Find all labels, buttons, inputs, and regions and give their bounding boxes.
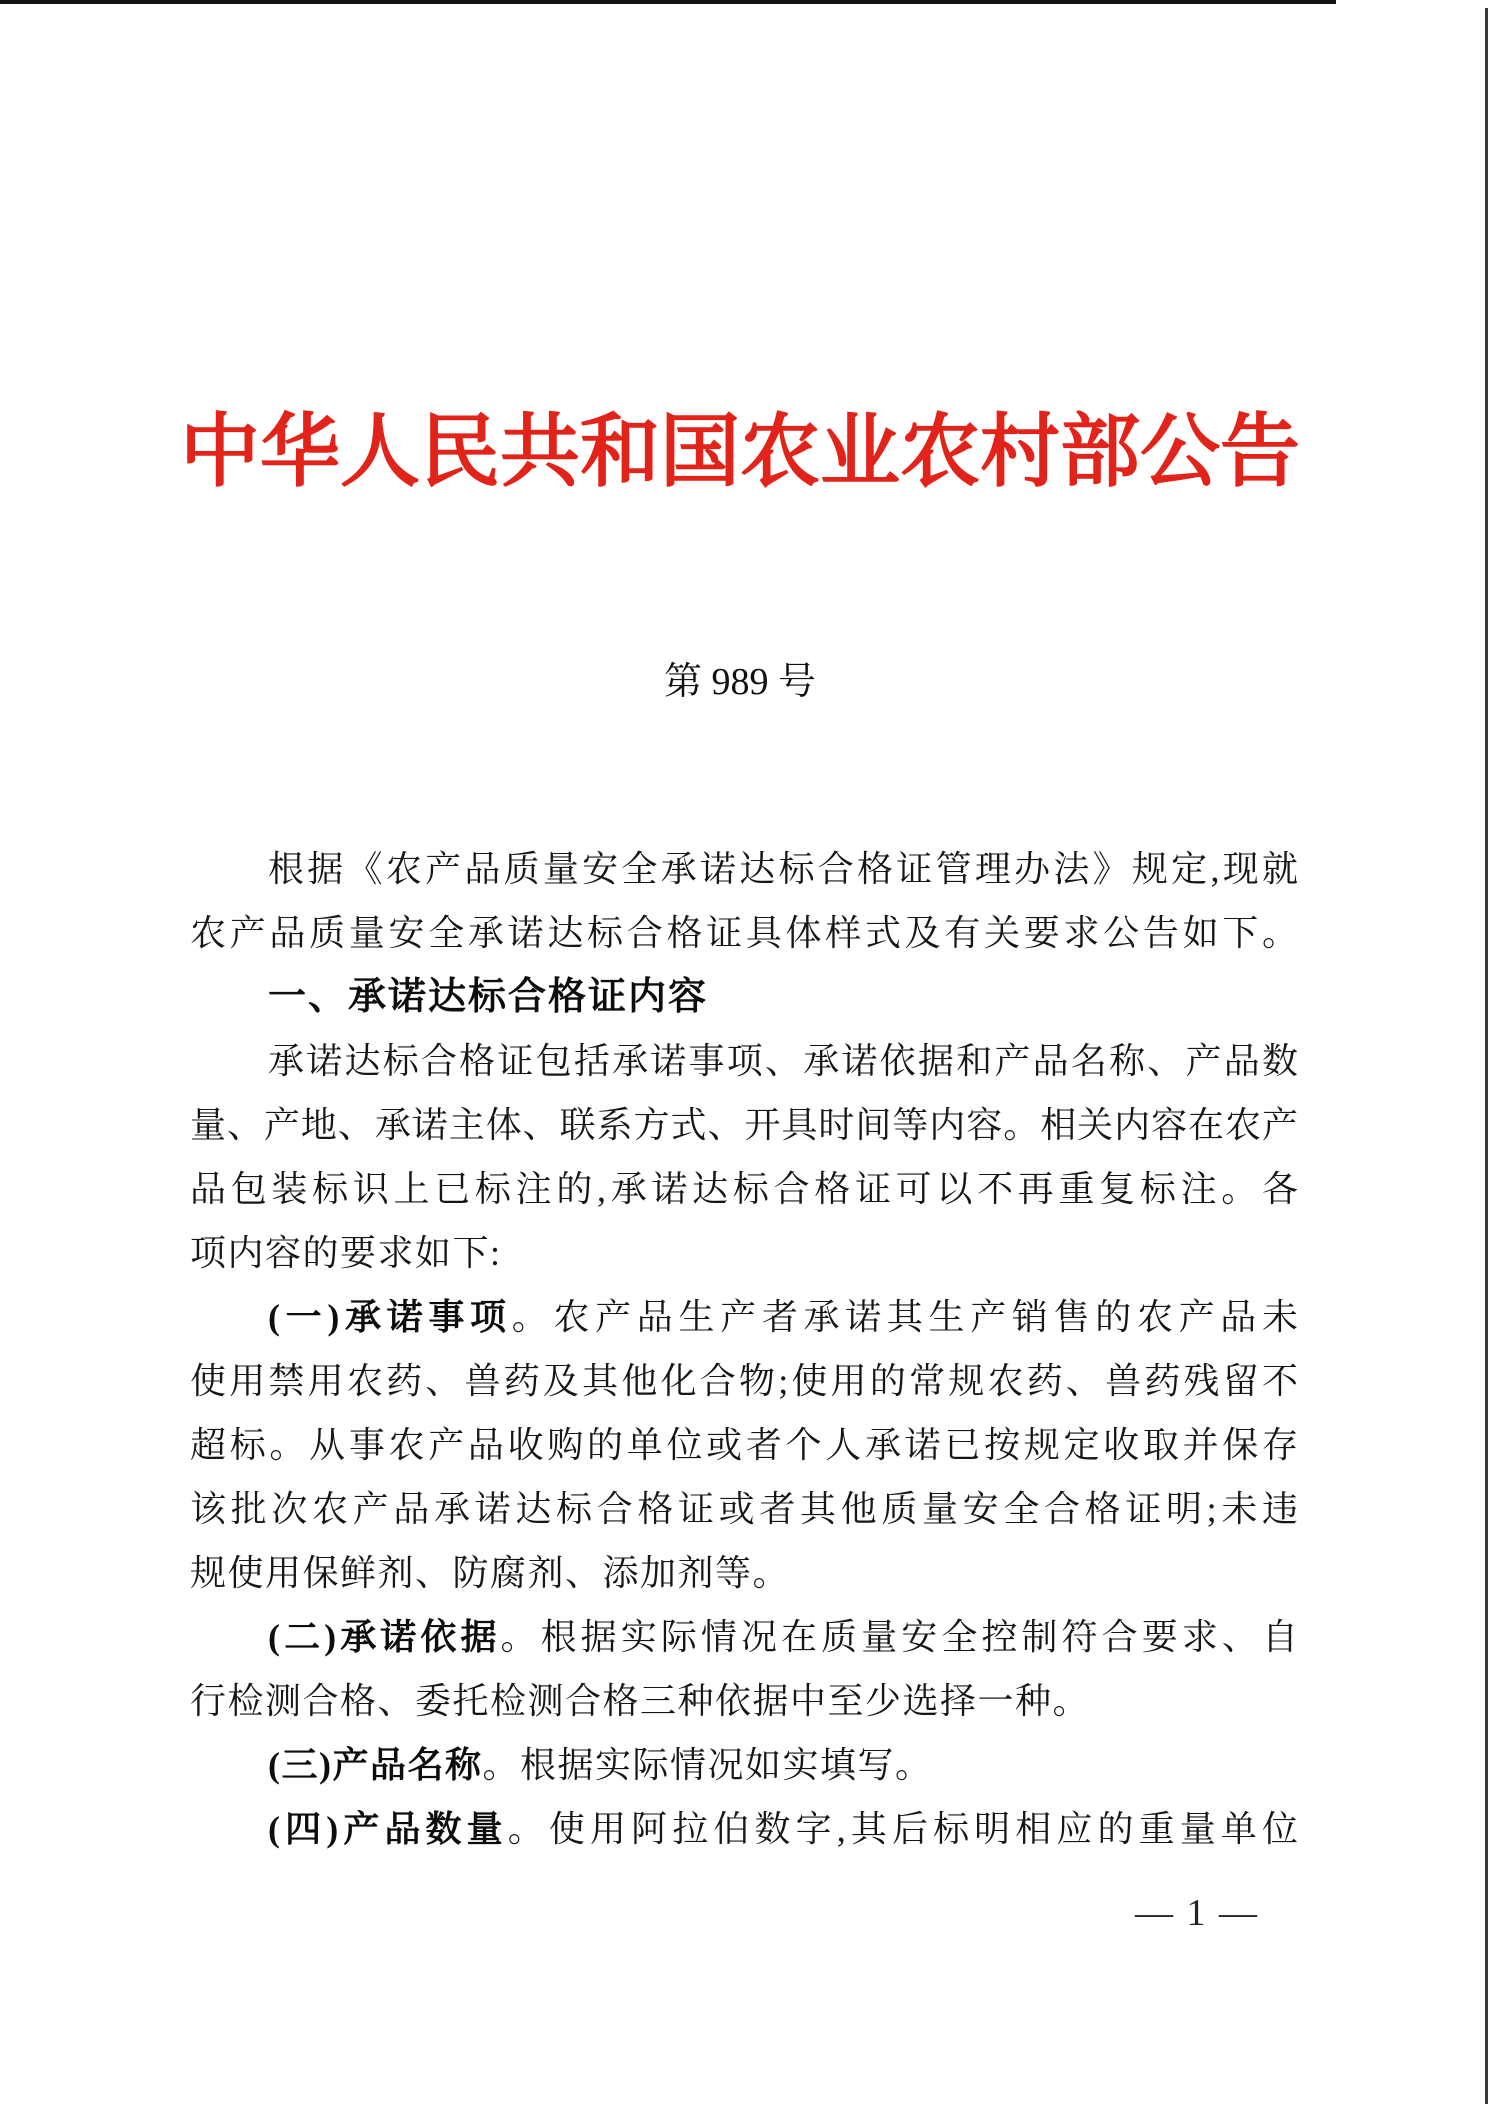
body-line: 农产品质量安全承诺达标合格证具体样式及有关要求公告如下。 [190,913,1298,953]
body-line: 品包装标识上已标注的,承诺达标合格证可以不再重复标注。各 [190,1169,1298,1209]
clause-label: (二)承诺依据 [268,1617,501,1657]
body-line: 量、产地、承诺主体、联系方式、开具时间等内容。相关内容在农产 [190,1105,1298,1145]
doc-number: 第 989 号 [663,661,816,703]
clause-label: (一)承诺事项 [268,1297,512,1337]
announcement-title: 中华人民共和国农业农村部公告 [180,409,1300,497]
page-number: — 1 — [1135,1892,1259,1934]
body-line: 项内容的要求如下: [190,1233,502,1273]
body-line: 行检测合格、委托检测合格三种依据中至少选择一种。 [190,1681,1091,1721]
body-text: 。根据实际情况如实填写。 [482,1745,933,1785]
body-text: 。根据实际情况在质量安全控制符合要求、自 [500,1617,1298,1657]
scan-artifact-top-edge [0,0,1336,4]
body-line [190,1605,1298,1669]
clause-label: (三)产品名称 [268,1745,483,1785]
body-line: 使用禁用农药、兽药及其他化合物;使用的常规农药、兽药残留不 [190,1361,1298,1401]
body-line [190,1733,1298,1797]
body-line: 根据《农产品质量安全承诺达标合格证管理办法》规定,现就 [268,849,1298,889]
body-line [190,1285,1298,1349]
announcement-body [190,837,1298,1861]
body-line [190,1797,1298,1861]
clause-label: (四)产品数量 [268,1809,508,1849]
section-heading: 一、承诺达标合格证内容 [268,976,709,1018]
body-line: 规使用保鲜剂、防腐剂、添加剂等。 [190,1553,791,1593]
body-text: 。使用阿拉伯数字,其后标明相应的重量单位 [507,1809,1298,1849]
body-text: 。农产品生产者承诺其生产销售的农产品未 [511,1297,1298,1337]
body-line: 超标。从事农产品收购的单位或者个人承诺已按规定收取并保存 [190,1425,1298,1465]
body-line: 承诺达标合格证包括承诺事项、承诺依据和产品名称、产品数 [268,1041,1298,1081]
body-line: 该批次农产品承诺达标合格证或者其他质量安全合格证明;未违 [190,1489,1298,1529]
